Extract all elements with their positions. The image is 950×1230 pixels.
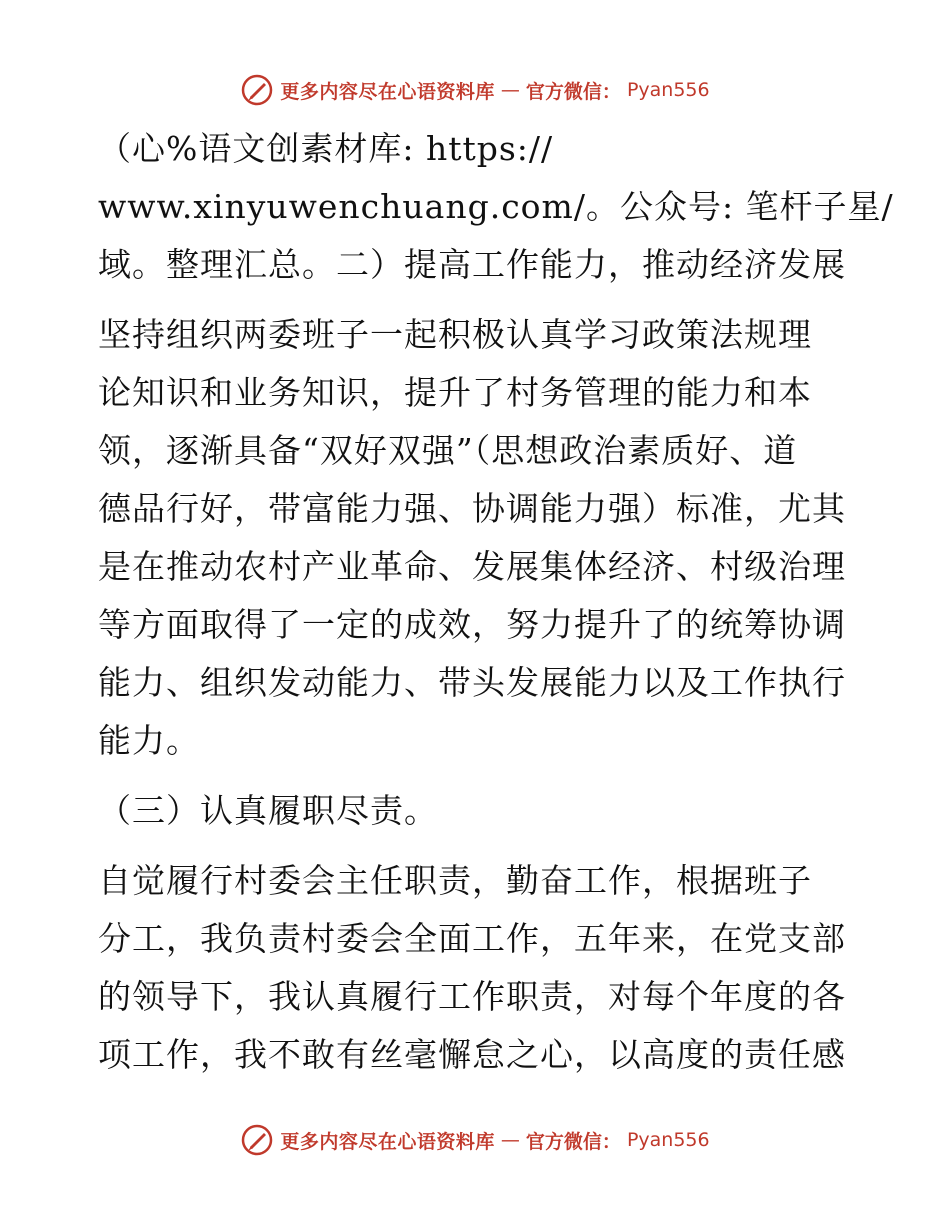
text-line: 的领导下，我认真履行工作职责，对每个年度的各: [98, 977, 846, 1016]
banner-wechat-id: Pyan556: [626, 79, 710, 101]
text-line: 德品行好，带富能力强、协调能力强）标准，尤其: [98, 489, 846, 528]
text-line: 论知识和业务知识，提升了村务管理的能力和本: [98, 373, 812, 412]
text-line: 领，逐渐具备“双好双强”（思想政治素质好、道: [98, 431, 798, 470]
text-line: 能力、组织发动能力、带头发展能力以及工作执行: [98, 663, 846, 702]
section-heading: （三）认真履职尽责。: [98, 791, 438, 830]
banner-wechat-id: Pyan556: [626, 1129, 710, 1151]
text-line: 分工，我负责村委会全面工作，五年来，在党支部: [98, 919, 846, 958]
banner-separator: —: [500, 79, 520, 101]
quill-circle-icon: [240, 73, 274, 107]
header-banner: [0, 70, 950, 110]
banner-wechat-label: 官方微信：: [525, 80, 621, 103]
text-line: 项工作，我不敢有丝毫懈怠之心，以高度的责任感: [98, 1035, 846, 1074]
text-line: www.xinyuwenchuang.com/。公众号: 笔杆子星/: [98, 187, 894, 226]
quill-circle-icon: [240, 1123, 274, 1157]
document-body: [98, 120, 894, 1084]
text-line: 坚持组织两委班子一起积极认真学习政策法规理: [98, 315, 812, 354]
text-line: （心%语文创素材库: https://: [98, 129, 554, 168]
banner-title: 更多内容尽在心语资料库: [280, 80, 495, 103]
text-line: 能力。: [98, 721, 200, 760]
banner-separator: —: [500, 1129, 520, 1151]
text-line: 自觉履行村委会主任职责，勤奋工作，根据班子: [98, 861, 812, 900]
text-line: 是在推动农村产业革命、发展集体经济、村级治理: [98, 547, 846, 586]
text-line: 等方面取得了一定的成效，努力提升了的统筹协调: [98, 605, 846, 644]
text-line: 域。整理汇总。二）提高工作能力，推动经济发展: [98, 245, 846, 284]
banner-wechat-label: 官方微信：: [525, 1130, 621, 1153]
banner-title: 更多内容尽在心语资料库: [280, 1130, 495, 1153]
footer-banner: [0, 1120, 950, 1160]
